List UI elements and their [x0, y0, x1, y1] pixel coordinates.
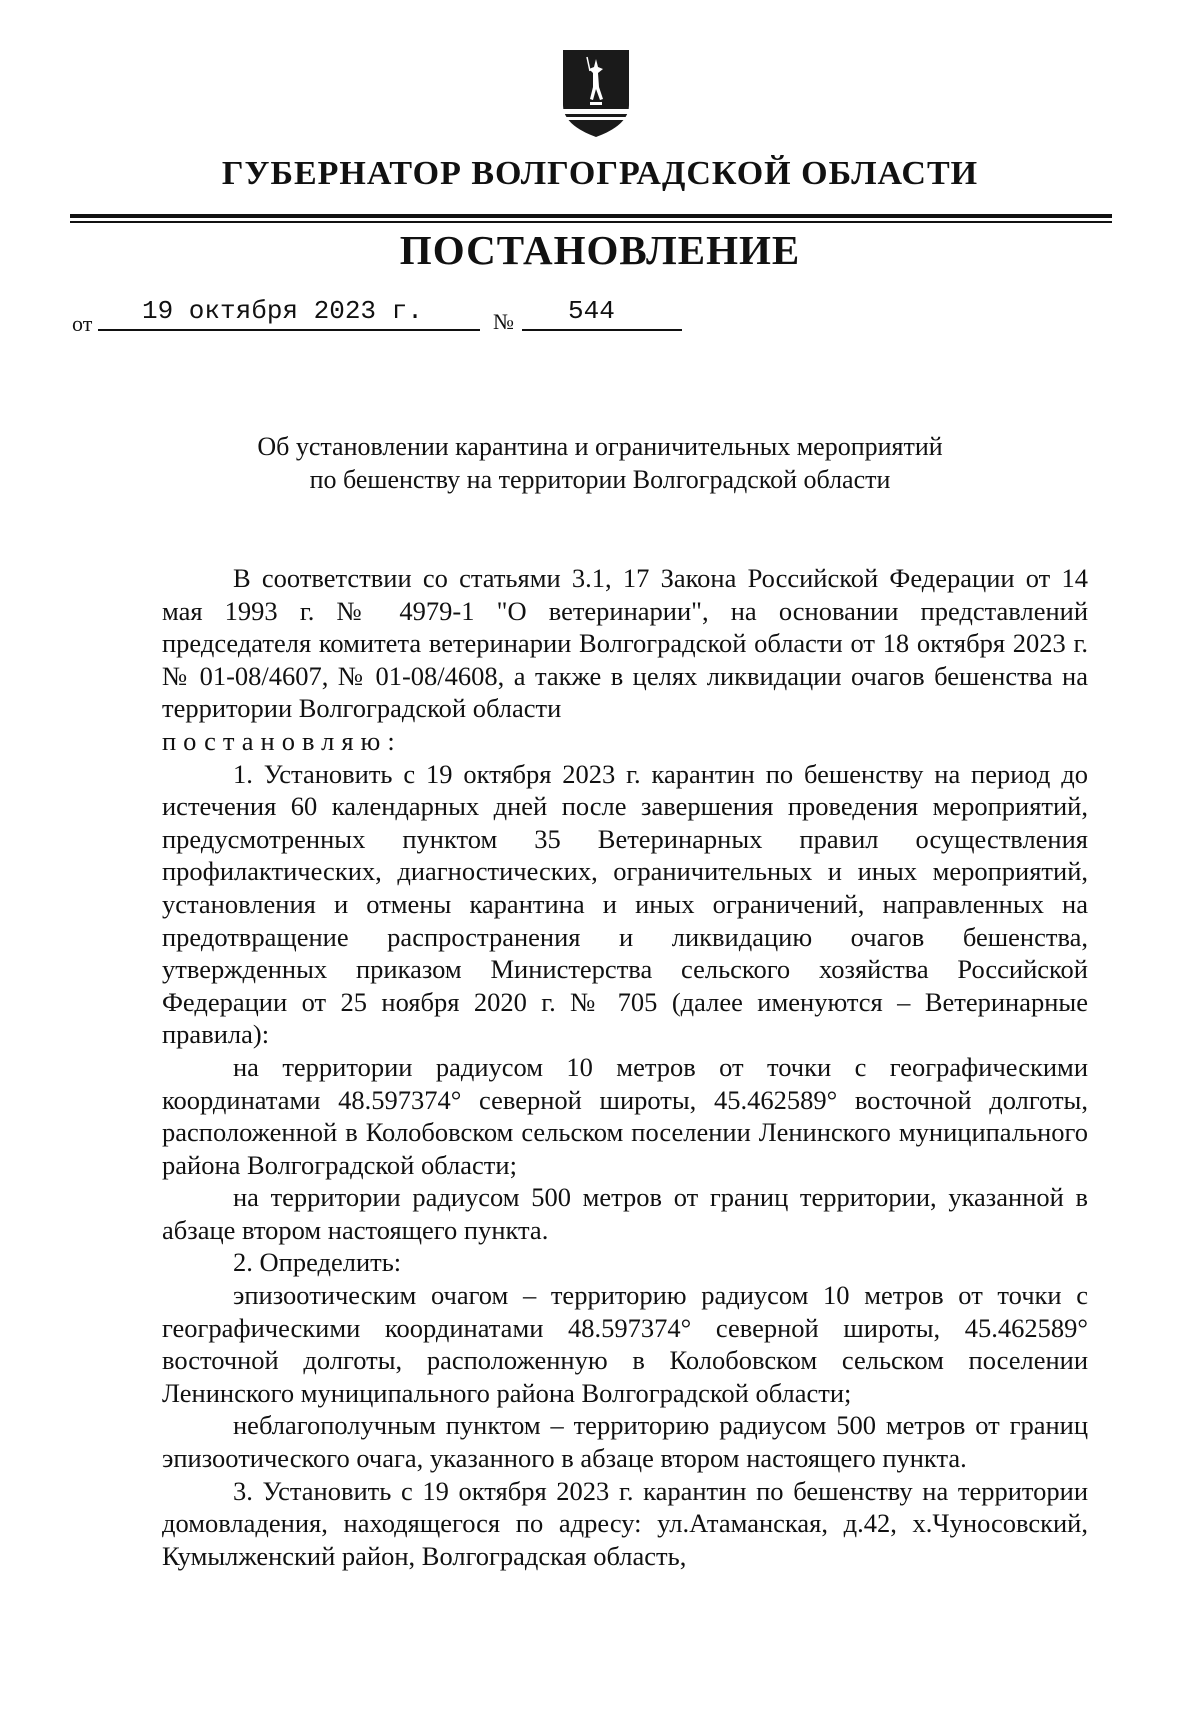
title-line-1: Об установлении карантина и ограничительных мероприятий [257, 432, 943, 461]
paragraph-2: 2. Определить: [233, 1247, 402, 1278]
title-line-2: по бешенству на территории Волгоградской области [309, 465, 891, 494]
document-type-heading: ПОСТАНОВЛЕНИЕ [399, 227, 801, 273]
date-underline [98, 329, 480, 331]
header-rule-thin [70, 221, 1112, 223]
document-title [200, 430, 1000, 496]
document-body [162, 562, 1088, 1572]
document-number: 544 [568, 296, 615, 326]
number-label: № [493, 309, 514, 334]
decree-word: постановляю: [162, 725, 402, 756]
paragraph-2-b: неблагополучным пунктом – территорию радиусом 500 метров от границ эпизоотического очага, указанного в абзаце втором настоящего пункта. [162, 1410, 1088, 1474]
paragraph-2-a: эпизоотическим очагом – территорию радиусом 10 метров от точки с географическими координатами 48.597374° северной широты, 45.462589° восточной долготы, расположенную в Колобовском сельском поселении Ленинского муниципального района Волгоградской области; [162, 1280, 1088, 1408]
paragraph-1-b: на территории радиусом 500 метров от границ территории, указанной в абзаце втором настоящего пункта. [162, 1182, 1088, 1245]
paragraph-1: 1. Установить с 19 октября 2023 г. карантин по бешенству на период до истечения 60 календарных дней после завершения проведения мероприятий, предусмотренных пунктом 35 Ветеринарных правил осуществления профилактических, диагностических, ограничительных и иных мероприятий, установления и отмены карантина и иных ограничений, направленных на предотвращение распространения и ликвидацию очагов бешенства, утвержденных приказом Министерства сельского хозяйства Российской Федерации от 25 ноября 2020 г. № 705 (далее именуются – Ветеринарные правила): [162, 758, 1088, 1050]
number-underline [522, 329, 682, 331]
paragraph-3: 3. Установить с 19 октября 2023 г. карантин по бешенству на территории домовладения, находящегося по адресу: ул.Атаманская, д.42, х.Чуносовский, Кумылженский район, Волгоградская область, [162, 1475, 1088, 1571]
intro-paragraph: В соответствии со статьями 3.1, 17 Закона Российской Федерации от 14 мая 1993 г. № 4979-1 "О ветеринарии", на основании представлений председателя комитета ветеринарии Волгоградской области от 18 октября 2023 г. № 01-08/4607, № 01-08/4608, а также в целях ликвидации очагов бешенства на территории Волгоградской области [162, 563, 1088, 724]
issuer-heading: ГУБЕРНАТОР ВОЛГОГРАДСКОЙ ОБЛАСТИ [221, 155, 979, 192]
header-rule-thick [70, 214, 1112, 218]
date-label: от [72, 311, 93, 336]
volgograd-coat-of-arms-icon [559, 47, 633, 141]
paragraph-1-a: на территории радиусом 10 метров от точки с географическими координатами 48.597374° северной широты, 45.462589° восточной долготы, расположенной в Колобовском сельском поселении Ленинского муниципального района Волгоградской области; [162, 1051, 1088, 1180]
document-date: 19 октября 2023 г. [142, 296, 423, 326]
